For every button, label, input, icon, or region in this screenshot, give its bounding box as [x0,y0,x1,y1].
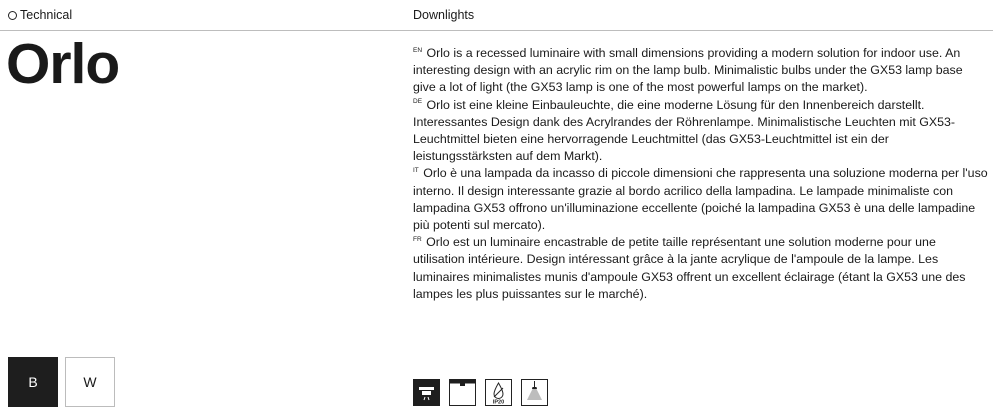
color-option-black[interactable]: B [8,357,58,407]
section-label-text: Technical [20,8,73,22]
ceiling-mount-icon [449,379,476,406]
description-text: Orlo est un luminaire encastrable de petite taille représentant une solution moderne pour une utilisation intérieure. Design intéressant grâce à la jante acrylique de l'ampoule de la lampe. Les luminaires minimalistes munis d'ampoule GX53 offrent un excellent éclairage (étant la GX53 une des lampes les plus puissantes sur le marché). [413,235,966,301]
description-de [413,97,988,166]
description-text: Orlo is a recessed luminaire with small dimensions providing a modern solution for indoor use. An interesting design with an acrylic rim on the lamp bulb. Minimalistic bulbs under the GX53 lamp base give a lot of light (the GX53 lamp is one of the most powerful lamps on the market). [413,46,963,95]
circle-bullet-icon [8,11,17,20]
recessed-downlight-icon [413,379,440,406]
section-label [8,8,72,22]
description-fr [413,234,988,303]
light-beam-icon [521,379,548,406]
color-option-white[interactable]: W [65,357,115,407]
description-en [413,45,988,97]
language-tag: FR [413,236,422,244]
feature-icons [413,379,548,406]
description-text: Orlo ist eine kleine Einbauleuchte, die eine moderne Lösung für den Innenbereich darstellt. Interessantes Design dank des Acrylrandes der Röhrenlampe. Minimalistische Leuchten mit GX53-Leuchtmittel bieten eine hervorragende Leuchtmittel (das GX53-Leuchtmittel ist ein der leistungsstärksten auf dem Markt). [413,97,956,164]
description-text: Orlo è una lampada da incasso di piccole dimensioni che rappresenta una soluzione moderna per l'uso interno. Il design interessante grazie al bordo acrilico della lampadina. Le lampade minimaliste con lampadina GX53 offrono un'illuminazione eccellente (poiché la lampadina GX53 è una delle lampadine più potenti sul mercato). [413,166,988,233]
ip20-rating-icon [485,379,512,406]
color-options [8,357,115,407]
description-it [413,165,988,234]
language-tag: DE [413,98,423,106]
product-title: Orlo [6,32,120,96]
ip-rating-label: IP20 [492,399,505,406]
product-description [413,45,988,303]
category-label: Downlights [413,8,475,22]
top-bar [0,0,993,31]
language-tag: IT [413,167,419,175]
language-tag: EN [413,46,423,54]
